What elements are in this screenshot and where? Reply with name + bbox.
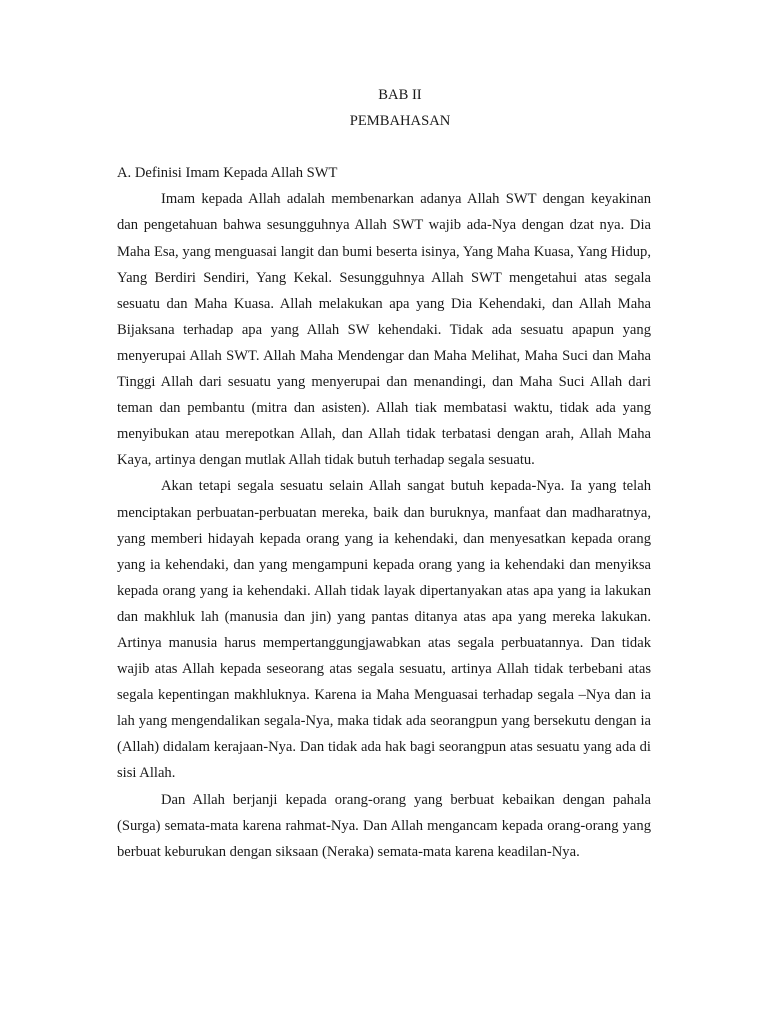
paragraph-1: Imam kepada Allah adalah membenarkan adanya Allah SWT dengan keyakinan dan pengetahuan bahwa sesungguhnya Allah SWT wajib ada-Nya dengan dzat nya. Dia Maha Esa, yang menguasai langit dan bumi beserta isinya, Yang Maha Kuasa, Yang Hidup, Yang Berdiri Sendiri, Yang Kekal. Sesungguhnya Allah SWT mengetahui atas segala sesuatu dan Maha Kuasa. Allah melakukan apa yang Dia Kehendaki, dan Allah Maha Bijaksana terhadap apa yang Allah SW kehendaki. Tidak ada sesuatu apapun yang menyerupai Allah SWT. Allah Maha Mendengar dan Maha Melihat, Maha Suci dan Maha Tinggi Allah dari sesuatu yang menyerupai dan menandingi, dan Maha Suci Allah dari teman dan pembantu (mitra dan asisten). Allah tiak membatasi waktu, tidak ada yang menyibukan atau merepotkan Allah, dan Allah tidak terbatasi dengan arah, Allah Maha Kaya, artinya dengan mutlak Allah tidak butuh terhadap segala sesuatu. [117,191,651,469]
heading-spacer [117,134,651,160]
chapter-title: PEMBAHASAN [349,113,451,130]
chapter-number: BAB II [378,87,422,103]
section-title: A. Definisi Imam Kepada Allah SWT [117,165,338,182]
paragraph-2: Akan tetapi segala sesuatu selain Allah sangat butuh kepada-Nya. Ia yang telah menciptakan perbuatan-perbuatan mereka, baik dan buruknya, manfaat dan madharatnya, yang memberi hidayah kepada orang yang ia kehendaki, dan menyesatkan kepada orang yang ia kehendaki, dan yang mengampuni kepada orang yang ia kehendaki dan menyiksa kepada orang yang ia kehendaki. Allah tidak layak dipertanyakan atas apa yang ia lakukan dan makhluk lah (manusia dan jin) yang pantas ditanya atas apa yang mereka lakukan. Artinya manusia harus mempertanggungjawabkan atas segala perbuatannya. Dan tidak wajib atas Allah kepada seseorang atas segala sesuatu, artinya Allah tidak terbebani atas segala kepentingan makhluknya. Karena ia Maha Menguasai terhadap segala –Nya dan ia lah yang mengendalikan segala-Nya, maka tidak ada seorangpun yang bersekutu dengan ia (Allah) didalam kerajaan-Nya. Dan tidak ada hak bagi seorangpun atas sesuatu yang ada di sisi Allah. [117,478,651,782]
document-page [117,82,651,865]
paragraph-3: Dan Allah berjanji kepada orang-orang yang berbuat kebaikan dengan pahala (Surga) semata-mata karena rahmat-Nya. Dan Allah mengancam kepada orang-orang yang berbuat keburukan dengan siksaan (Neraka) semata-mata karena keadilan-Nya. [117,791,651,860]
